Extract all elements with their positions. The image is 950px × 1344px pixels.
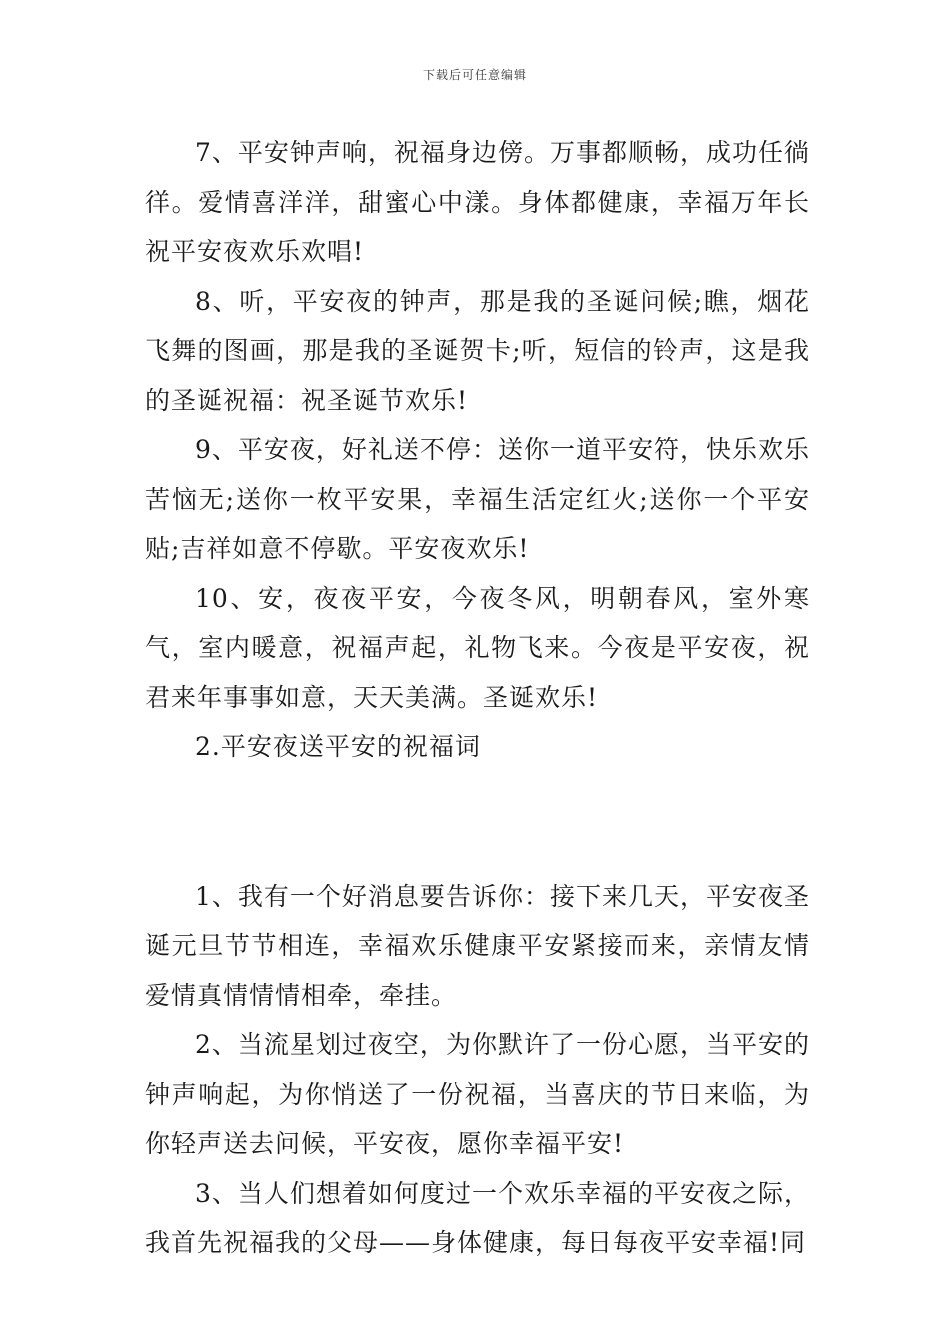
- section-heading: 2.平安夜送平安的祝福词: [195, 732, 481, 761]
- paragraph-item-7: 7、平安钟声响，祝福身边傍。万事都顺畅，成功任徜徉。爱情喜洋洋，甜蜜心中漾。身体都健康，幸福万年长祝平安夜欢乐欢唱!: [145, 138, 810, 266]
- paragraph-item-8: 8、听，平安夜的钟声，那是我的圣诞问候;瞧，烟花飞舞的图画，那是我的圣诞贺卡;听，短信的铃声，这是我的圣诞祝福：祝圣诞节欢乐!: [145, 286, 810, 415]
- paragraph-item-3: 3、当人们想着如何度过一个欢乐幸福的平安夜之际，我首先祝福我的父母——身体健康，每日每夜平安幸福!同: [145, 1178, 810, 1257]
- paragraph-item-10: 10、安，夜夜平安，今夜冬风，明朝春风，室外寒气，室内暖意，祝福声起，礼物飞来。今夜是平安夜，祝君来年事事如意，天天美满。圣诞欢乐!: [145, 583, 810, 712]
- page-header-note: 下载后可任意编辑: [422, 68, 527, 82]
- paragraph-item-1: 1、我有一个好消息要告诉你：接下来几天，平安夜圣诞元旦节节相连，幸福欢乐健康平安紧接而来，亲情友情爱情真情情情相牵，牵挂。: [145, 881, 810, 1010]
- paragraph-item-9: 9、平安夜，好礼送不停：送你一道平安符，快乐欢乐苦恼无;送你一枚平安果，幸福生活定红火;送你一个平安贴;吉祥如意不停歇。平安夜欢乐!: [145, 435, 810, 563]
- document-body: [145, 128, 810, 1268]
- paragraph-item-2: 2、当流星划过夜空，为你默许了一份心愿，当平安的钟声响起，为你悄送了一份祝福，当喜庆的节日来临，为你轻声送去问候，平安夜，愿你幸福平安!: [145, 1030, 810, 1158]
